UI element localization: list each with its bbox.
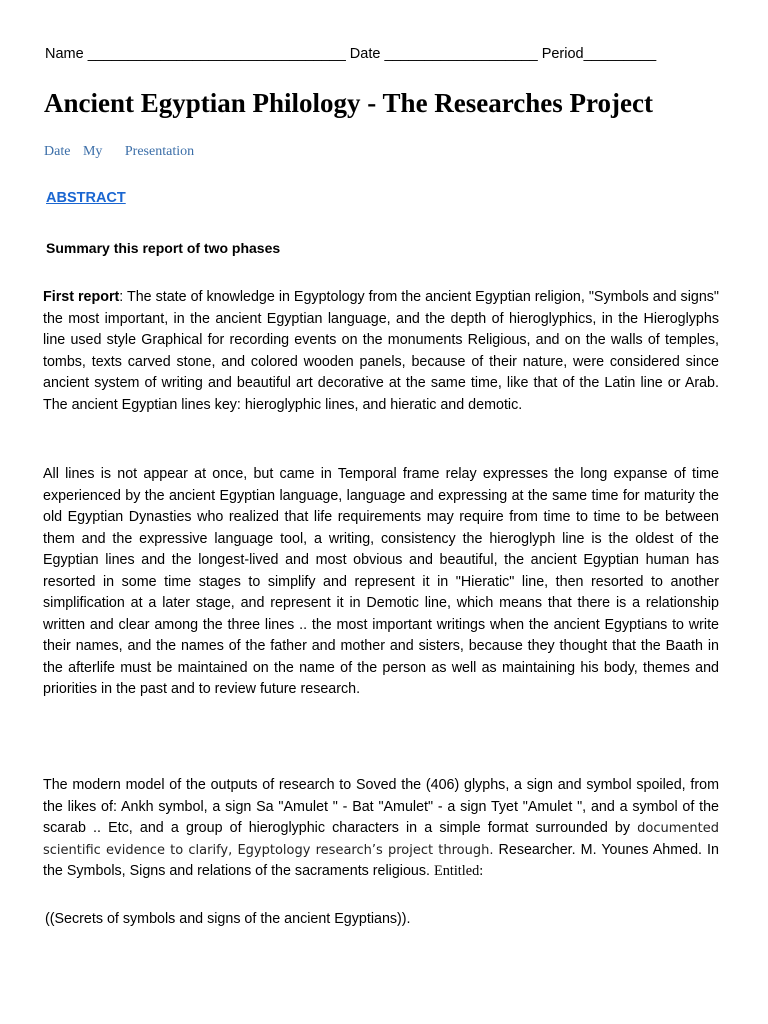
modern-model-text-3: Researcher. M. Younes Ahmed. In the Symbols, Signs and relations of the sacraments religious. [43,841,719,879]
meta-presentation: Presentation [124,144,195,159]
first-report-label: First report [43,289,120,305]
meta-date: Date [44,144,71,159]
page-title: Ancient Egyptian Philology - The Researches Project [44,88,653,118]
lines-paragraph: All lines is not appear at once, but came in Temporal frame relay expresses the long expanse of time experienced by the ancient Egyptian language, language and expressing at the same time for maturity the old Egyptian Dynasties who realized that life requirements may require from time to time to be between them and the expressive language tool, a writing, consistency the hieroglyph line is the oldest of the Egyptian lines and the longest-lived and most obvious and beautiful, the ancient Egyptian human has resorted in some time stages to simplify and represent it in "Hieratic" line, then resorted to another simplification at a later stage, and represent it in Demotic line, which means that there is a relationship written and clear among the three lines .. the most important writings when the ancient Egyptians to write their names, and the names of the father and mother and sisters, because they thought that the Baath in the afterlife must be maintained on the name of the person as well as maintaining his body, themes and priorities in the past and to review future research. [43,466,719,697]
presentation-meta [44,144,194,160]
book-title-quote: ((Secrets of symbols and signs of the ancient Egyptians)). [45,911,411,927]
entitled-label: Entitled: [433,863,484,879]
student-info-line: Name ________________________________ Date ___________________ Period_________ [45,46,657,62]
modern-model-text-1: The modern model of the outputs of research to Soved the (406) glyphs, a sign and symbol spoiled, from the likes of: Ankh symbol, a sign Sa "Amulet " - Bat "Amulet" - a sign Tyet "Amulet ", and a symbol of the scarab .. Etc, and a group of hieroglyphic characters in a simple format surrounded by [43,777,719,836]
modern-model-paragraph [43,775,719,883]
first-report-paragraph [43,287,719,416]
summary-heading: Summary this report of two phases [46,240,281,256]
meta-my: My [82,144,103,159]
first-report-text: : The state of knowledge in Egyptology from the ancient Egyptian religion, "Symbols and signs" the most important, in the ancient Egyptian language, and the depth of hieroglyphics, in the Hieroglyphs line used style Graphical for recording events on the monuments Religious, and on the walls of temples, tombs, texts carved stone, and colored wooden panels, because of their nature, were considered since ancient system of writing and beautiful art decorative at the same time, like that of the Latin line or Arab. The ancient Egyptian lines key: hieroglyphic lines, and hieratic and demotic. [43,289,720,413]
modern-model-text-2: documented scientific evidence to clarify, Egyptology research’s project through. [43,821,719,858]
abstract-link[interactable]: ABSTRACT [46,190,126,206]
